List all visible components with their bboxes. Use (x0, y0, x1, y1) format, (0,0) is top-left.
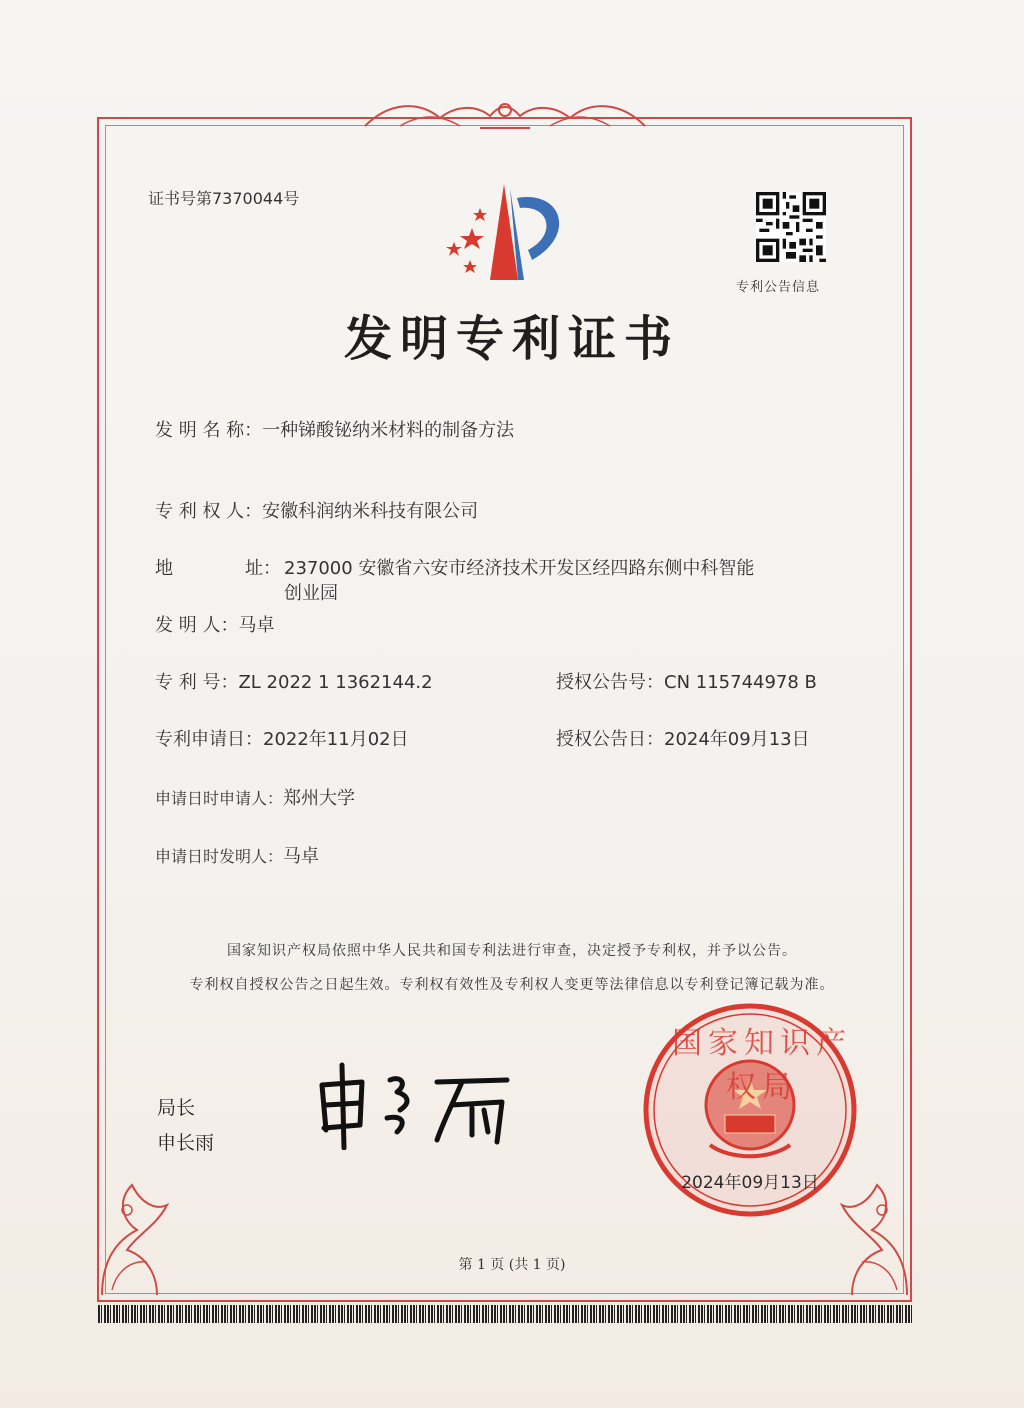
address-line-2: 创业园 (284, 583, 338, 604)
director-signature (312, 1060, 522, 1150)
address-label-2: 址： (245, 558, 281, 579)
patentee-row (155, 497, 478, 523)
barcode-icon (98, 1305, 912, 1323)
patent-number-label: 专 利 号： (155, 672, 239, 693)
patentee-label: 专 利 权 人： (155, 501, 263, 522)
applicant-at-filing-row (155, 784, 355, 810)
applicant-at-filing-label: 申请日时申请人： (155, 789, 284, 808)
seal-text: 国家知识产权局 (672, 1026, 852, 1105)
page-title: 发明专利证书 (343, 311, 680, 367)
invention-name-label: 发 明 名 称： (155, 420, 263, 441)
invention-name-value: 一种锑酸铋纳米材料的制备方法 (262, 420, 515, 441)
notice-line-1: 国家知识产权局依照中华人民共和国专利法进行审查，决定授予专利权，并予以公告。 (227, 943, 797, 959)
bottom-left-ornament (97, 1150, 187, 1300)
inventor-at-filing-label: 申请日时发明人： (155, 847, 284, 866)
grant-pub-date-row (556, 725, 810, 751)
invention-name-row (155, 416, 514, 442)
inventor-label: 发 明 人： (155, 615, 239, 636)
certificate-number: 证书号第7370044号 (148, 189, 300, 208)
inventor-row (155, 611, 274, 637)
applicant-at-filing-value: 郑州大学 (283, 788, 356, 809)
grant-pub-no-label: 授权公告号： (556, 672, 664, 693)
filing-date-value: 2022年11月02日 (263, 729, 409, 750)
grant-pub-no-value: CN 115744978 B (664, 672, 817, 693)
inventor-value: 马卓 (238, 615, 275, 636)
director-title: 局长 (157, 1097, 196, 1119)
qr-label: 专利公告信息 (736, 280, 821, 295)
patent-number-value: ZL 2022 1 1362144.2 (238, 672, 433, 693)
page-number: 第 1 页 (共 1 页) (458, 1257, 566, 1273)
qr-code-icon[interactable] (756, 192, 826, 262)
patentee-value: 安徽科润纳米科技有限公司 (262, 501, 479, 522)
inventor-at-filing-row (155, 842, 319, 868)
filing-date-row (155, 725, 409, 751)
filing-date-label: 专利申请日： (155, 729, 263, 750)
notice-line-2: 专利权自授权公告之日起生效。专利权有效性及专利权人变更等法律信息以专利登记簿记载为准。 (189, 977, 835, 993)
grant-pub-no-row (556, 668, 817, 694)
seal-date: 2024年09月13日 (681, 1173, 819, 1193)
grant-pub-date-value: 2024年09月13日 (664, 729, 810, 750)
inventor-at-filing-value: 马卓 (283, 846, 320, 867)
grant-pub-date-label: 授权公告日： (556, 729, 664, 750)
address-label-1: 地 (155, 558, 173, 579)
top-ornament (360, 96, 650, 136)
patent-number-row (155, 668, 433, 694)
director-name: 申长雨 (157, 1132, 215, 1154)
address-line-1: 237000 安徽省六安市经济技术开发区经四路东侧中科智能 (284, 558, 755, 579)
cnipa-logo-icon (432, 180, 582, 290)
